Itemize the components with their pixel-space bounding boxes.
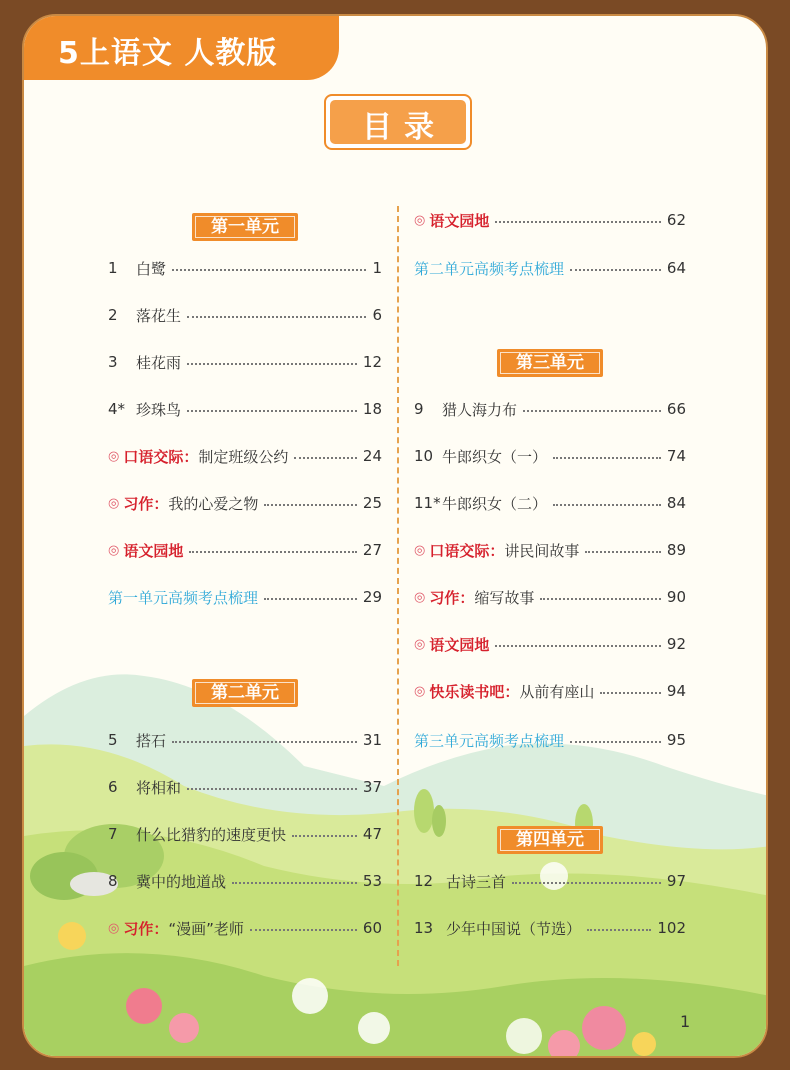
unit-2-badge: 第二单元	[192, 679, 298, 707]
circle-bullet-icon: ◎	[108, 448, 120, 464]
dot-leader	[264, 504, 357, 506]
dot-leader	[585, 551, 661, 553]
dot-leader	[187, 363, 357, 365]
toc-entry[interactable]: 10 牛郎织女（一） 74	[414, 447, 686, 466]
toc-entry-review[interactable]: 第一单元高频考点梳理 29	[108, 588, 382, 607]
toc-title-box	[324, 94, 472, 150]
circle-bullet-icon: ◎	[414, 683, 426, 699]
dot-leader	[553, 457, 661, 459]
dot-leader	[523, 410, 661, 412]
dot-leader	[292, 835, 357, 837]
dot-leader	[600, 692, 661, 694]
circle-bullet-icon: ◎	[108, 495, 120, 511]
dot-leader	[570, 269, 661, 271]
unit-3-badge: 第三单元	[497, 349, 603, 377]
dot-leader	[187, 316, 366, 318]
toc-entry-garden[interactable]: ◎ 语文园地 27	[108, 541, 382, 560]
toc-entry-garden[interactable]: ◎ 语文园地 62	[414, 211, 686, 230]
toc-entry-writing[interactable]: ◎ 习作： 我的心爱之物 25	[108, 494, 382, 513]
toc-entry[interactable]: 3 桂花雨 12	[108, 353, 382, 372]
dot-leader	[187, 410, 357, 412]
toc-entry[interactable]: 9 猎人海力布 66	[414, 400, 686, 419]
dot-leader	[232, 882, 357, 884]
toc-entry[interactable]: 8 冀中的地道战 53	[108, 872, 382, 891]
dot-leader	[512, 882, 661, 884]
toc-entry-writing[interactable]: ◎ 习作： “漫画”老师 60	[108, 919, 382, 938]
toc-entry-reading[interactable]: ◎ 快乐读书吧： 从前有座山 94	[414, 682, 686, 701]
unit-1-badge: 第一单元	[192, 213, 298, 241]
dot-leader	[187, 788, 357, 790]
unit-4-badge: 第四单元	[497, 826, 603, 854]
toc-entry[interactable]: 1 白鹭 1	[108, 259, 382, 278]
circle-bullet-icon: ◎	[414, 542, 426, 558]
toc-entry-oral[interactable]: ◎ 口语交际： 讲民间故事 89	[414, 541, 686, 560]
dot-leader	[294, 457, 357, 459]
page-number: 1	[680, 1012, 691, 1031]
toc-entry-review[interactable]: 第三单元高频考点梳理 95	[414, 731, 686, 750]
toc-entry-oral[interactable]: ◎ 口语交际： 制定班级公约 24	[108, 447, 382, 466]
dot-leader	[264, 598, 357, 600]
toc-page	[22, 14, 768, 1058]
dot-leader	[540, 598, 661, 600]
column-divider	[397, 206, 399, 966]
toc-entry[interactable]: 12 古诗三首 97	[414, 872, 686, 891]
dot-leader	[587, 929, 651, 931]
dot-leader	[495, 221, 661, 223]
toc-entry[interactable]: 7 什么比猎豹的速度更快 47	[108, 825, 382, 844]
toc-entry[interactable]: 2 落花生 6	[108, 306, 382, 325]
circle-bullet-icon: ◎	[108, 920, 120, 936]
dot-leader	[172, 741, 357, 743]
circle-bullet-icon: ◎	[414, 636, 426, 652]
circle-bullet-icon: ◎	[414, 589, 426, 605]
book-title: 5上语文 人教版	[58, 36, 278, 71]
dot-leader	[495, 645, 661, 647]
toc-entry[interactable]: 13 少年中国说（节选） 102	[414, 919, 686, 938]
toc-title: 目录	[362, 110, 446, 145]
toc-entry[interactable]: 11* 牛郎织女（二） 84	[414, 494, 686, 513]
toc-entry[interactable]: 6 将相和 37	[108, 778, 382, 797]
dot-leader	[250, 929, 357, 931]
dot-leader	[189, 551, 357, 553]
toc-entry[interactable]: 4* 珍珠鸟 18	[108, 400, 382, 419]
toc-entry-garden[interactable]: ◎ 语文园地 92	[414, 635, 686, 654]
circle-bullet-icon: ◎	[108, 542, 120, 558]
toc-entry[interactable]: 5 搭石 31	[108, 731, 382, 750]
header-tab	[24, 16, 339, 80]
dot-leader	[172, 269, 366, 271]
dot-leader	[570, 741, 661, 743]
toc-entry-review[interactable]: 第二单元高频考点梳理 64	[414, 259, 686, 278]
toc-entry-writing[interactable]: ◎ 习作： 缩写故事 90	[414, 588, 686, 607]
circle-bullet-icon: ◎	[414, 212, 426, 228]
dot-leader	[553, 504, 661, 506]
